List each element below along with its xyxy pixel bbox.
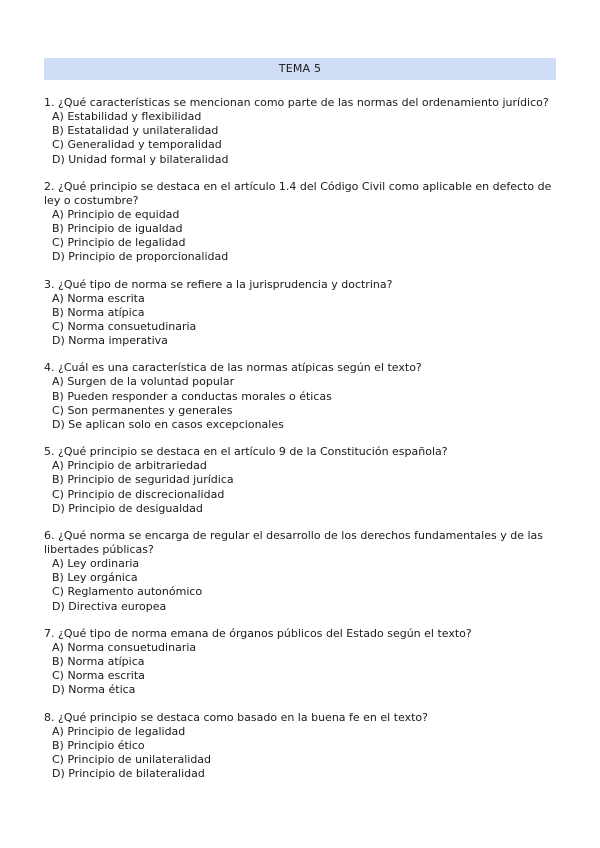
answer-option: D) Principio de proporcionalidad [52, 250, 229, 264]
answer-option: C) Principio de legalidad [52, 236, 186, 250]
answer-option: D) Directiva europea [52, 599, 167, 613]
answer-option: B) Estatalidad y unilateralidad [52, 124, 219, 138]
answer-option: B) Ley orgánica [52, 571, 138, 585]
answer-option: A) Norma escrita [52, 291, 145, 305]
question-text: 3. ¿Qué tipo de norma se refiere a la jurisprudencia y doctrina? [44, 277, 393, 291]
answer-option: A) Principio de equidad [52, 207, 180, 221]
answer-option: A) Principio de legalidad [52, 724, 186, 738]
answer-option: C) Reglamento autonómico [52, 585, 203, 599]
answer-option: D) Principio de bilateralidad [52, 767, 205, 781]
question-item [44, 180, 556, 265]
answer-option: A) Principio de arbitrariedad [52, 459, 207, 473]
answer-option: D) Norma imperativa [52, 334, 168, 348]
document-page [44, 58, 556, 795]
answer-option: B) Norma atípica [52, 305, 145, 319]
question-text: 5. ¿Qué principio se destaca en el artículo 9 de la Constitución española? [44, 445, 448, 459]
answer-option: B) Principio ético [52, 738, 145, 752]
answer-option: C) Son permanentes y generales [52, 403, 233, 417]
question-item [44, 711, 556, 782]
answer-options [44, 725, 556, 782]
answer-option: C) Norma escrita [52, 669, 145, 683]
answer-option: D) Norma ética [52, 683, 136, 697]
page-title: TEMA 5 [44, 58, 556, 80]
answer-option: C) Principio de discrecionalidad [52, 487, 225, 501]
question-text: 1. ¿Qué características se mencionan como parte de las normas del ordenamiento jurídico? [44, 96, 549, 109]
answer-option: C) Generalidad y temporalidad [52, 138, 222, 152]
answer-options [44, 641, 556, 698]
answer-option: B) Pueden responder a conductas morales o éticas [52, 389, 332, 403]
answer-option: A) Estabilidad y flexibilidad [52, 110, 202, 123]
answer-option: B) Principio de igualdad [52, 222, 183, 236]
question-item [44, 445, 556, 516]
question-item [44, 529, 556, 614]
answer-option: A) Norma consuetudinaria [52, 640, 197, 654]
answer-options [44, 459, 556, 516]
answer-options [44, 375, 556, 432]
answer-option: B) Principio de seguridad jurídica [52, 473, 234, 487]
question-text: 6. ¿Qué norma se encarga de regular el desarrollo de los derechos fundamentales y de las libertades públicas? [44, 529, 543, 557]
answer-option: B) Norma atípica [52, 655, 145, 669]
question-item [44, 278, 556, 349]
answer-option: C) Norma consuetudinaria [52, 320, 197, 334]
answer-options [44, 110, 556, 167]
answer-option: C) Principio de unilateralidad [52, 753, 212, 767]
answer-options [44, 557, 556, 614]
answer-options [44, 208, 556, 265]
question-item [44, 96, 556, 167]
question-item [44, 361, 556, 432]
question-text: 7. ¿Qué tipo de norma emana de órganos públicos del Estado según el texto? [44, 626, 472, 640]
answer-option: A) Surgen de la voluntad popular [52, 375, 235, 389]
answer-option: D) Se aplican solo en casos excepcionales [52, 418, 284, 432]
question-text: 2. ¿Qué principio se destaca en el artículo 1.4 del Código Civil como aplicable en defecto de ley o costumbre? [44, 179, 552, 207]
answer-option: A) Ley ordinaria [52, 557, 140, 571]
answer-option: D) Unidad formal y bilateralidad [52, 152, 229, 166]
answer-options [44, 292, 556, 349]
answer-option: D) Principio de desigualdad [52, 501, 203, 515]
question-text: 8. ¿Qué principio se destaca como basado en la buena fe en el texto? [44, 710, 428, 724]
question-list [44, 96, 556, 782]
question-item [44, 627, 556, 698]
question-text: 4. ¿Cuál es una característica de las normas atípicas según el texto? [44, 361, 422, 375]
